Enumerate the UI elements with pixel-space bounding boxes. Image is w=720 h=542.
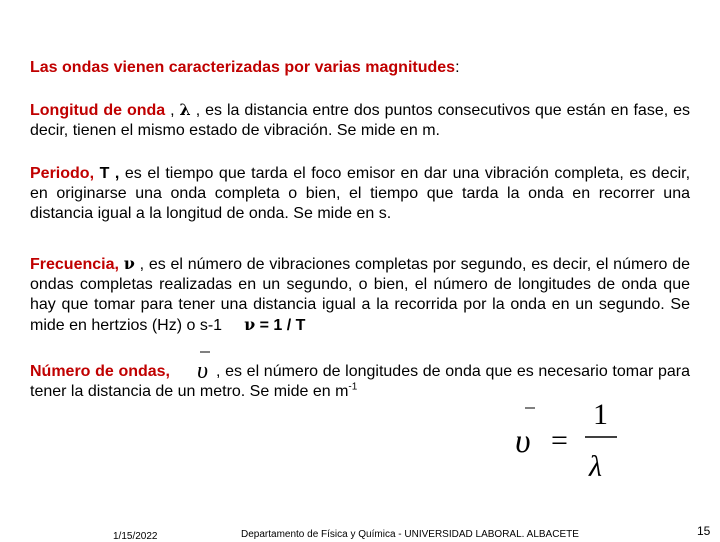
lambda-symbol: λ — [179, 100, 191, 119]
footer-date: 1/15/2022 — [113, 531, 158, 542]
wavenumber-formula — [505, 396, 635, 486]
formula-nu-symbol: ν — [244, 315, 256, 334]
intro-heading-colon: : — [455, 59, 460, 76]
longitud-sep: , — [165, 102, 180, 119]
formula-equals: = — [551, 424, 568, 457]
paragraph-frecuencia — [30, 254, 690, 336]
paragraph-periodo — [30, 164, 690, 224]
inline-upsilon-glyph: υ — [197, 358, 209, 380]
page-number: 15 — [697, 524, 711, 538]
periodo-text: es el tiempo que tarda el foco emisor en dar una vibración completa, es decir, en originarse una onda completa o bien, el tiempo que tarda la onda en recorrer una distancia igual a la longitud de onda. Se mide en s. — [30, 165, 691, 222]
formula-upsilon: υ — [515, 423, 531, 460]
footer-department: Departamento de Física y Química - UNIVERSIDAD LABORAL. ALBACETE — [241, 529, 579, 540]
intro-heading-text: Las ondas vienen caracterizadas por varias magnitudes — [30, 59, 456, 76]
longitud-text: , es la distancia entre dos puntos consecutivos que están en fase, es decir, tienen el mismo estado de vibración. Se mide en m. — [30, 102, 691, 139]
nu-symbol: ν — [123, 254, 135, 273]
formula-numerator: 1 — [593, 398, 608, 431]
paragraph-longitud — [30, 100, 690, 141]
intro-heading — [30, 58, 690, 78]
formula-frequency-rest: = 1 / T — [255, 317, 306, 334]
inline-wavenumber-symbol — [194, 348, 216, 380]
numero-text: , es el número de longitudes de onda que es necesario tomar para tener la distancia de un metro. Se mide en m — [30, 363, 691, 400]
term-longitud: Longitud de onda — [30, 102, 166, 119]
term-periodo: Periodo, — [30, 165, 95, 182]
frecuencia-text: , es el número de vibraciones completas por segundo, es decir, el número de ondas completas realizadas en un segundo, o bien, el número de longitudes de onda que hay que tomar para tener una distancia igual a la recorrida por la onda en un segundo. Se mide en hertzios (Hz) o s-1 — [30, 256, 690, 334]
term-frecuencia: Frecuencia, — [30, 256, 119, 273]
formula-denominator: λ — [589, 450, 602, 483]
periodo-comma: , — [109, 165, 120, 182]
term-numero: Número de ondas, — [30, 363, 171, 380]
numero-exponent: -1 — [348, 381, 358, 393]
period-symbol: T — [99, 165, 110, 182]
